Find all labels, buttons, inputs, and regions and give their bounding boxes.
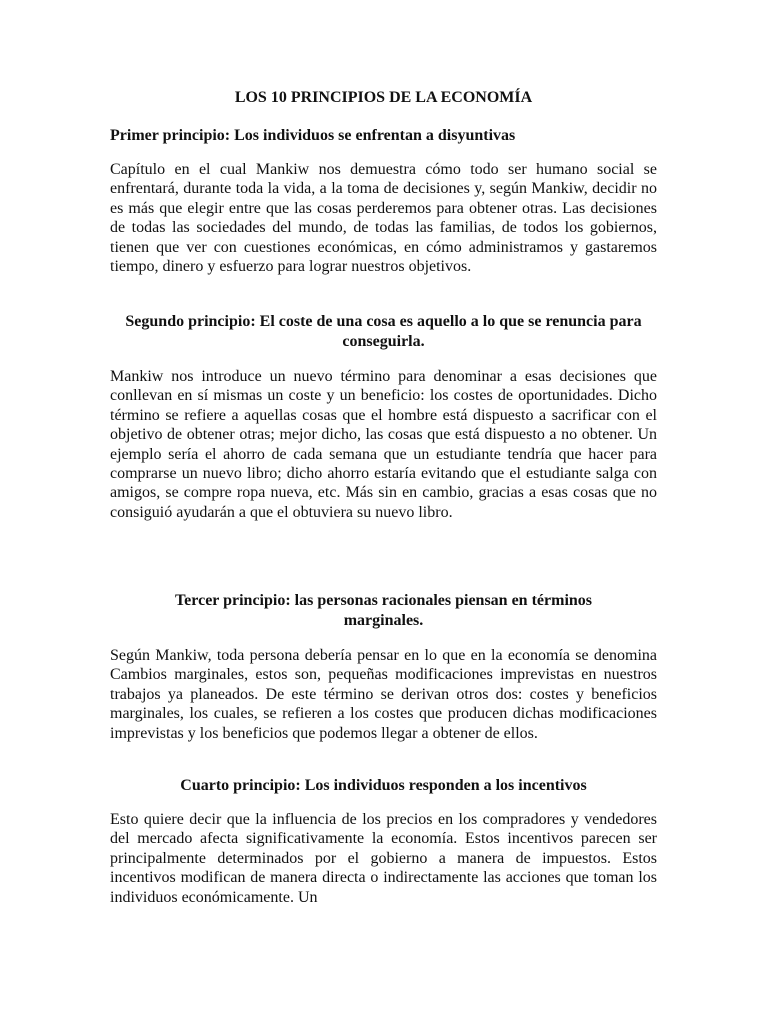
section-body-3: Según Mankiw, toda persona debería pensar en lo que en la economía se denomina Cambios marginales, estos son, pequeñas modificaciones imprevistas en nuestros trabajos ya planeados. De este término se derivan otros dos: costes y beneficios marginales, los cuales, se refieren a los costes que producen dichas modificaciones imprevistas y los beneficios que podemos llegar a obtener de ellos. [110, 647, 657, 742]
section-heading-2: Segundo principio: El coste de una cosa es aquello a lo que se renuncia para conseguirla. [125, 313, 642, 350]
section-heading-3: Tercer principio: las personas racionales piensan en términos marginales. [174, 592, 593, 629]
document-title: LOS 10 PRINCIPIOS DE LA ECONOMÍA [234, 89, 533, 106]
section-body-1: Capítulo en el cual Mankiw nos demuestra cómo todo ser humano social se enfrentará, durante toda la vida, a la toma de decisiones y, según Mankiw, decidir no es más que elegir entre que las cosas perderemos para obtener otras. Las decisiones de todas las sociedades del mundo, de todas las familias, de todos los gobiernos, tienen que ver con cuestiones económicas, en cómo administramos y gastaremos tiempo, dinero y esfuerzo para lograr nuestros objetivos. [110, 161, 657, 276]
section-body-2: Mankiw nos introduce un nuevo término para denominar a esas decisiones que conllevan en sí mismas un coste y un beneficio: los costes de oportunidades. Dicho término se refiere a aquellas cosas que el hombre está dispuesto a sacrificar con el objetivo de obtener otras; mejor dicho, las cosas que está dispuesto a no obtener. Un ejemplo sería el ahorro de cada semana que un estudiante tendría que hacer para comprarse un nuevo libro; dicho ahorro estaría evitando que el estudiante salga con amigos, se compre ropa nueva, etc. Más sin en cambio, gracias a esas cosas que no consiguió ayudarán a que el obtuviera su nuevo libro. [110, 368, 657, 521]
section-body-4: Esto quiere decir que la influencia de los precios en los compradores y vendedores del mercado afecta significativamente la economía. Estos incentivos parecen ser principalmente determinados por el gobierno a manera de impuestos. Estos incentivos modifican de manera directa o indirectamente las acciones que toman los individuos económicamente. Un [110, 811, 657, 906]
section-heading-4: Cuarto principio: Los individuos responden a los incentivos [180, 777, 587, 794]
section-heading-1: Primer principio: Los individuos se enfrentan a disyuntivas [110, 127, 516, 144]
